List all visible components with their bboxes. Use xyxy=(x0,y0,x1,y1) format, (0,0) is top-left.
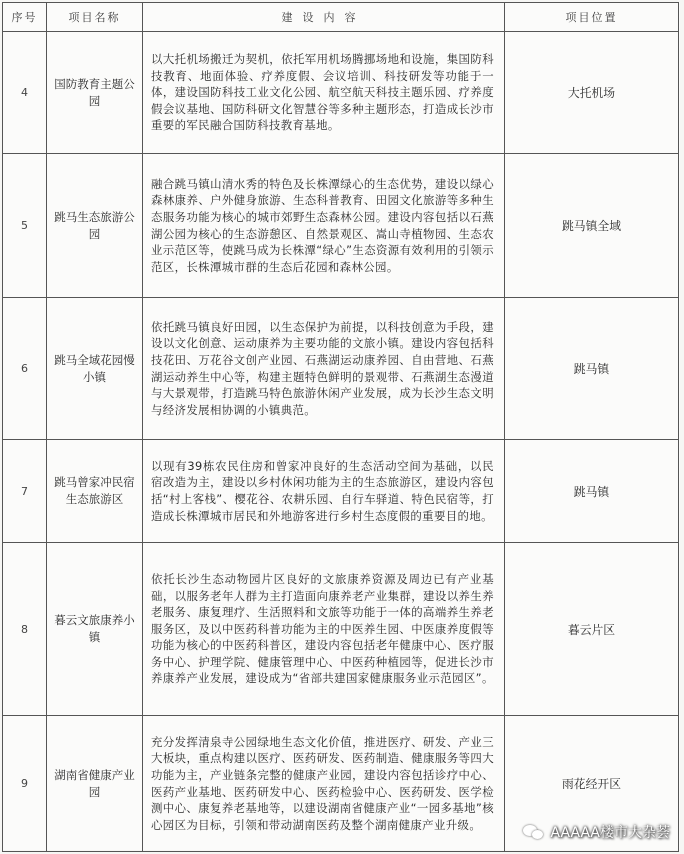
row-name: 暮云文旅康养小镇 xyxy=(47,543,143,716)
row-name: 跳马全域花园慢小镇 xyxy=(47,298,143,440)
watermark xyxy=(523,822,670,842)
row-location: 雨花经开区 xyxy=(505,716,679,852)
table-row xyxy=(3,154,679,298)
row-num: 9 xyxy=(3,716,47,852)
header-name: 项目名称 xyxy=(47,3,143,32)
wechat-icon xyxy=(523,823,545,841)
row-name: 湖南省健康产业园 xyxy=(47,716,143,852)
row-location: 暮云片区 xyxy=(505,543,679,716)
row-content: 以现有39栋农民住房和曾家冲良好的生态活动空间为基础，以民宿改造为主，建设以乡村休闲功能为主的生态旅游区，建设内容包括“村上客栈”、樱花谷、农耕乐园、自行车驿道、特色民宿等，打造成长株潭城市居民和外地游客进行乡村生态度假的重要目的地。 xyxy=(143,440,505,543)
watermark-text: AAAAA楼市大杂荟 xyxy=(550,825,670,841)
row-name: 跳马生态旅游公园 xyxy=(47,154,143,298)
row-content: 依托跳马镇良好田园，以生态保护为前提，以科技创意为手段，建设以文化创意、运动康养为主要功能的文旅小镇。建设内容包括科技花田、万花谷文创产业园、石燕湖运动康养园、自由营地、石燕湖运动养生中心等，构建主题特色鲜明的景观带、石燕湖生态漫道与大景观带，打造跳马特色旅游休闲产业发展，成为长沙生态文明与经济发展相协调的小镇典范。 xyxy=(143,298,505,440)
row-location: 跳马镇全域 xyxy=(505,154,679,298)
row-content: 充分发挥清泉寺公园绿地生态文化价值，推进医疗、研发、产业三大板块，重点构建以医疗、医药研发、医药制造、健康服务等四大功能为主，产业链条完整的健康产业园，建设内容包括诊疗中心、医药产业基地、医药研发中心、医药检验中心、医药研发、医学检测中心、康复养老基地等，以建设湖南省健康产业“一园多基地”核心园区为目标，引领和带动湖南医药及整个湖南健康产业升级。 xyxy=(143,716,505,852)
table-row xyxy=(3,32,679,154)
row-location: 跳马镇 xyxy=(505,440,679,543)
row-num: 6 xyxy=(3,298,47,440)
table-row xyxy=(3,543,679,716)
row-num: 4 xyxy=(3,32,47,154)
row-num: 8 xyxy=(3,543,47,716)
row-content: 依托长沙生态动物园片区良好的文旅康养资源及周边已有产业基础，以服务老年人群为主打造面向康养老产业集群，建设以养生养老服务、康复理疗、生活照料和文旅等功能于一体的高端养生养老服务区，及以中医药科普功能为主的中医养生园、中医康养度假等功能为核心的中医药科普区，建设内容包括老年健康中心、医疗服务中心、护理学院、健康管理中心、中医药种植园等，促进长沙市养康养产业发展，建设成为“省部共建国家健康服务业示范园区”。 xyxy=(143,543,505,716)
row-content: 融合跳马镇山清水秀的特色及长株潭绿心的生态优势，建设以绿心森林康养、户外健身旅游、生态科普教育、田园文化旅游等多种生态服务功能为核心的城市郊野生态森林公园。建设内容包括以石燕湖公园为核心的生态游憩区、自然景观区、嵩山寺植物园、生态农业示范区等，使跳马成为长株潭“绿心”生态资源有效利用的引领示范区，长株潭城市群的生态后花园和森林公园。 xyxy=(143,154,505,298)
header-num: 序号 xyxy=(3,3,47,32)
document-page xyxy=(2,2,680,850)
row-location: 跳马镇 xyxy=(505,298,679,440)
row-location: 大托机场 xyxy=(505,32,679,154)
row-num: 5 xyxy=(3,154,47,298)
row-name: 跳马曾家冲民宿生态旅游区 xyxy=(47,440,143,543)
row-name: 国防教育主题公园 xyxy=(47,32,143,154)
project-table xyxy=(2,2,679,852)
table-row xyxy=(3,440,679,543)
row-content: 以大托机场搬迁为契机，依托军用机场腾挪场地和设施，集国防科技教育、地面体验、疗养度假、会议培训、科技研发等功能于一体，建设国防科技工业文化公园、航空航天科技主题乐园、疗养度假会议基地、国防科研文化智慧谷等多种主题形态，打造成长沙市重要的军民融合国防科技教育基地。 xyxy=(143,32,505,154)
table-row xyxy=(3,298,679,440)
table-header-row xyxy=(3,3,679,32)
header-content: 建设内容 xyxy=(143,3,505,32)
header-location: 项目位置 xyxy=(505,3,679,32)
row-num: 7 xyxy=(3,440,47,543)
